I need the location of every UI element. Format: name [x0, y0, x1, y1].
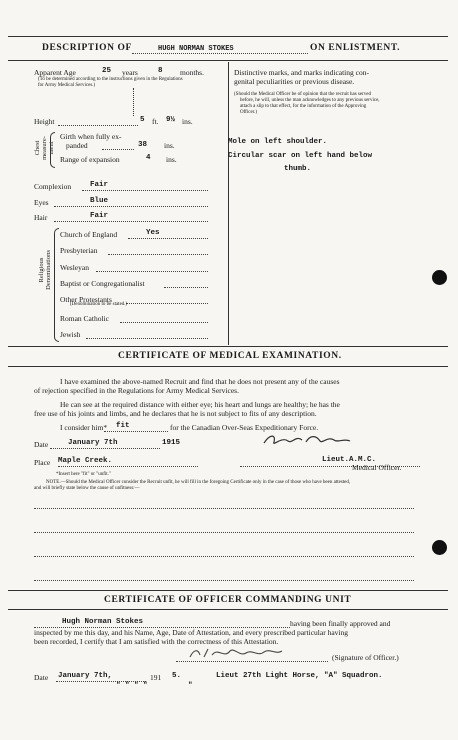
expansion-label: Range of expansion: [60, 155, 120, 164]
church-of-england-label: Church of England: [60, 230, 118, 239]
age-note-1: (To be determined according to the instructions given in the Regulations: [38, 77, 183, 82]
medical-note-1: NOTE.—Should the Medical Officer consider the Recruit unfit, he will fill in the foregoing Certificate only in the case of those who have been attested,: [46, 480, 351, 485]
marks-note-4: Officer.): [240, 110, 257, 115]
mark-line-2: Circular scar on left hand below: [228, 152, 373, 160]
consider-label: I consider him*: [60, 423, 108, 432]
place-label: Place: [34, 458, 51, 467]
height-label: Height: [34, 117, 55, 126]
age-label: Apparent Age: [34, 68, 76, 77]
baptist-label: Baptist or Congregationalist: [60, 279, 145, 288]
recruit-name-header: HUGH NORMAN STOKES: [158, 45, 234, 53]
chest-measurement-label: Chest measure-ment: [34, 136, 55, 160]
medical-date-value: January 7th: [68, 439, 118, 447]
commanding-year-value: 5.: [172, 672, 182, 680]
commanding-date-label: Date: [34, 673, 49, 682]
punch-hole-bottom: [432, 540, 447, 555]
mark-line-1: Mole on left shoulder.: [228, 138, 328, 146]
commanding-year-marks: ": [188, 682, 193, 690]
girth-label-2: panded: [66, 141, 88, 150]
fitness-value: fit: [116, 422, 130, 430]
description-prefix: DESCRIPTION OF: [42, 43, 132, 53]
months-label: months.: [180, 68, 204, 77]
other-protestants-label: Other Protestants: [60, 295, 112, 304]
signature-scrawl: [262, 432, 352, 448]
recruit-name-value: Hugh Norman Stokes: [62, 618, 144, 626]
hair-label: Hair: [34, 213, 48, 222]
marks-heading-2: genital peculiarities or previous disease.: [234, 77, 355, 86]
place-value: Maple Creek.: [58, 457, 113, 465]
eyes-label: Eyes: [34, 198, 49, 207]
eyes-value: Blue: [90, 197, 109, 205]
presbyterian-label: Presbyterian: [60, 246, 98, 255]
top-rule: [8, 36, 448, 37]
commanding-date-marks: " " " ": [116, 682, 148, 690]
age-years-value: 25: [102, 67, 112, 75]
ins-label-3: ins.: [166, 155, 177, 164]
wesleyan-label: Wesleyan: [60, 263, 89, 272]
girth-value: 38: [138, 141, 148, 149]
medical-year-value: 1915: [162, 439, 181, 447]
height-ft-value: 5: [140, 116, 145, 124]
height-in-value: 9½: [166, 116, 176, 124]
roman-catholic-label: Roman Catholic: [60, 314, 109, 323]
complexion-value: Fair: [90, 181, 109, 189]
officer-rank-value: Lieut.A.M.C.: [322, 456, 377, 464]
marks-note-2: before, he will, unless the man acknowledges to any previous service,: [240, 98, 380, 103]
complexion-label: Complexion: [34, 182, 72, 191]
girth-label-1: Girth when fully ex-: [60, 132, 122, 141]
commanding-rank-value: Lieut 27th Light Horse, "A" Squadron.: [216, 672, 383, 680]
hair-value: Fair: [90, 212, 109, 220]
commanding-year-prefix: 191: [150, 673, 162, 682]
jewish-label: Jewish: [60, 330, 81, 339]
medical-para-2b: free use of his joints and limbs, and he declares that he is not subject to fits of any description.: [34, 409, 317, 418]
medical-date-label: Date: [34, 440, 49, 449]
age-months-value: 8: [158, 67, 163, 75]
cert-text-1: having been finally approved and: [290, 619, 391, 628]
signature-scrawl-2: [188, 645, 284, 661]
expansion-value: 4: [146, 154, 151, 162]
religious-denominations-label: Religious Denominations: [38, 250, 52, 290]
years-label: years: [122, 68, 138, 77]
commanding-certificate-title: CERTIFICATE OF OFFICER COMMANDING UNIT: [104, 595, 352, 605]
medical-certificate-title: CERTIFICATE OF MEDICAL EXAMINATION.: [118, 351, 342, 361]
medical-para-1a: I have examined the above-named Recruit and find that he does not present any of the causes: [60, 377, 340, 386]
age-note-2: for Army Medical Services.): [38, 83, 96, 88]
signature-of-officer-label: (Signature of Officer.): [332, 653, 399, 662]
insert-note: *Insert here "fit" or "unfit.": [56, 472, 111, 477]
punch-hole-top: [432, 270, 447, 285]
header-rule: [8, 60, 448, 61]
marks-note-1: (Should the Medical Officer be of opinion that the recruit has served: [234, 92, 371, 97]
religion-value: Yes: [146, 229, 160, 237]
description-suffix: ON ENLISTMENT.: [310, 43, 401, 53]
marks-note-3: attach a slip to that effect, for the information of the Approving: [240, 104, 367, 109]
medical-officer-signature: [262, 432, 352, 451]
medical-para-1b: of rejection specified in the Regulations for Army Medical Services.: [34, 386, 239, 395]
cert-text-2: inspected by me this day, and his Name, Age, Date of Attestation, and every prescribed particular having: [34, 628, 349, 637]
medical-para-2a: He can see at the required distance with either eye; his heart and lungs are healthy; he has the: [60, 400, 340, 409]
ins-label-1: ins.: [182, 117, 193, 126]
medical-officer-label: Medical Officer.: [352, 463, 402, 472]
marks-heading-1: Distinctive marks, and marks indicating con-: [234, 68, 369, 77]
denomination-note: (Denomination to be stated.): [70, 302, 128, 307]
medical-note-2: and will briefly state below the cause of unfitness:—: [34, 486, 140, 491]
column-divider: [228, 62, 229, 345]
ins-label-2: ins.: [164, 141, 175, 150]
commanding-date-value: January 7th,: [58, 672, 113, 680]
cert-text-3: been recorded, I certify that I am satisfied with the correctness of this Attestation.: [34, 637, 279, 646]
ft-label: ft.: [152, 117, 159, 126]
force-text: for the Canadian Over-Seas Expeditionary Force.: [170, 423, 319, 432]
mark-line-3: thumb.: [284, 165, 312, 173]
